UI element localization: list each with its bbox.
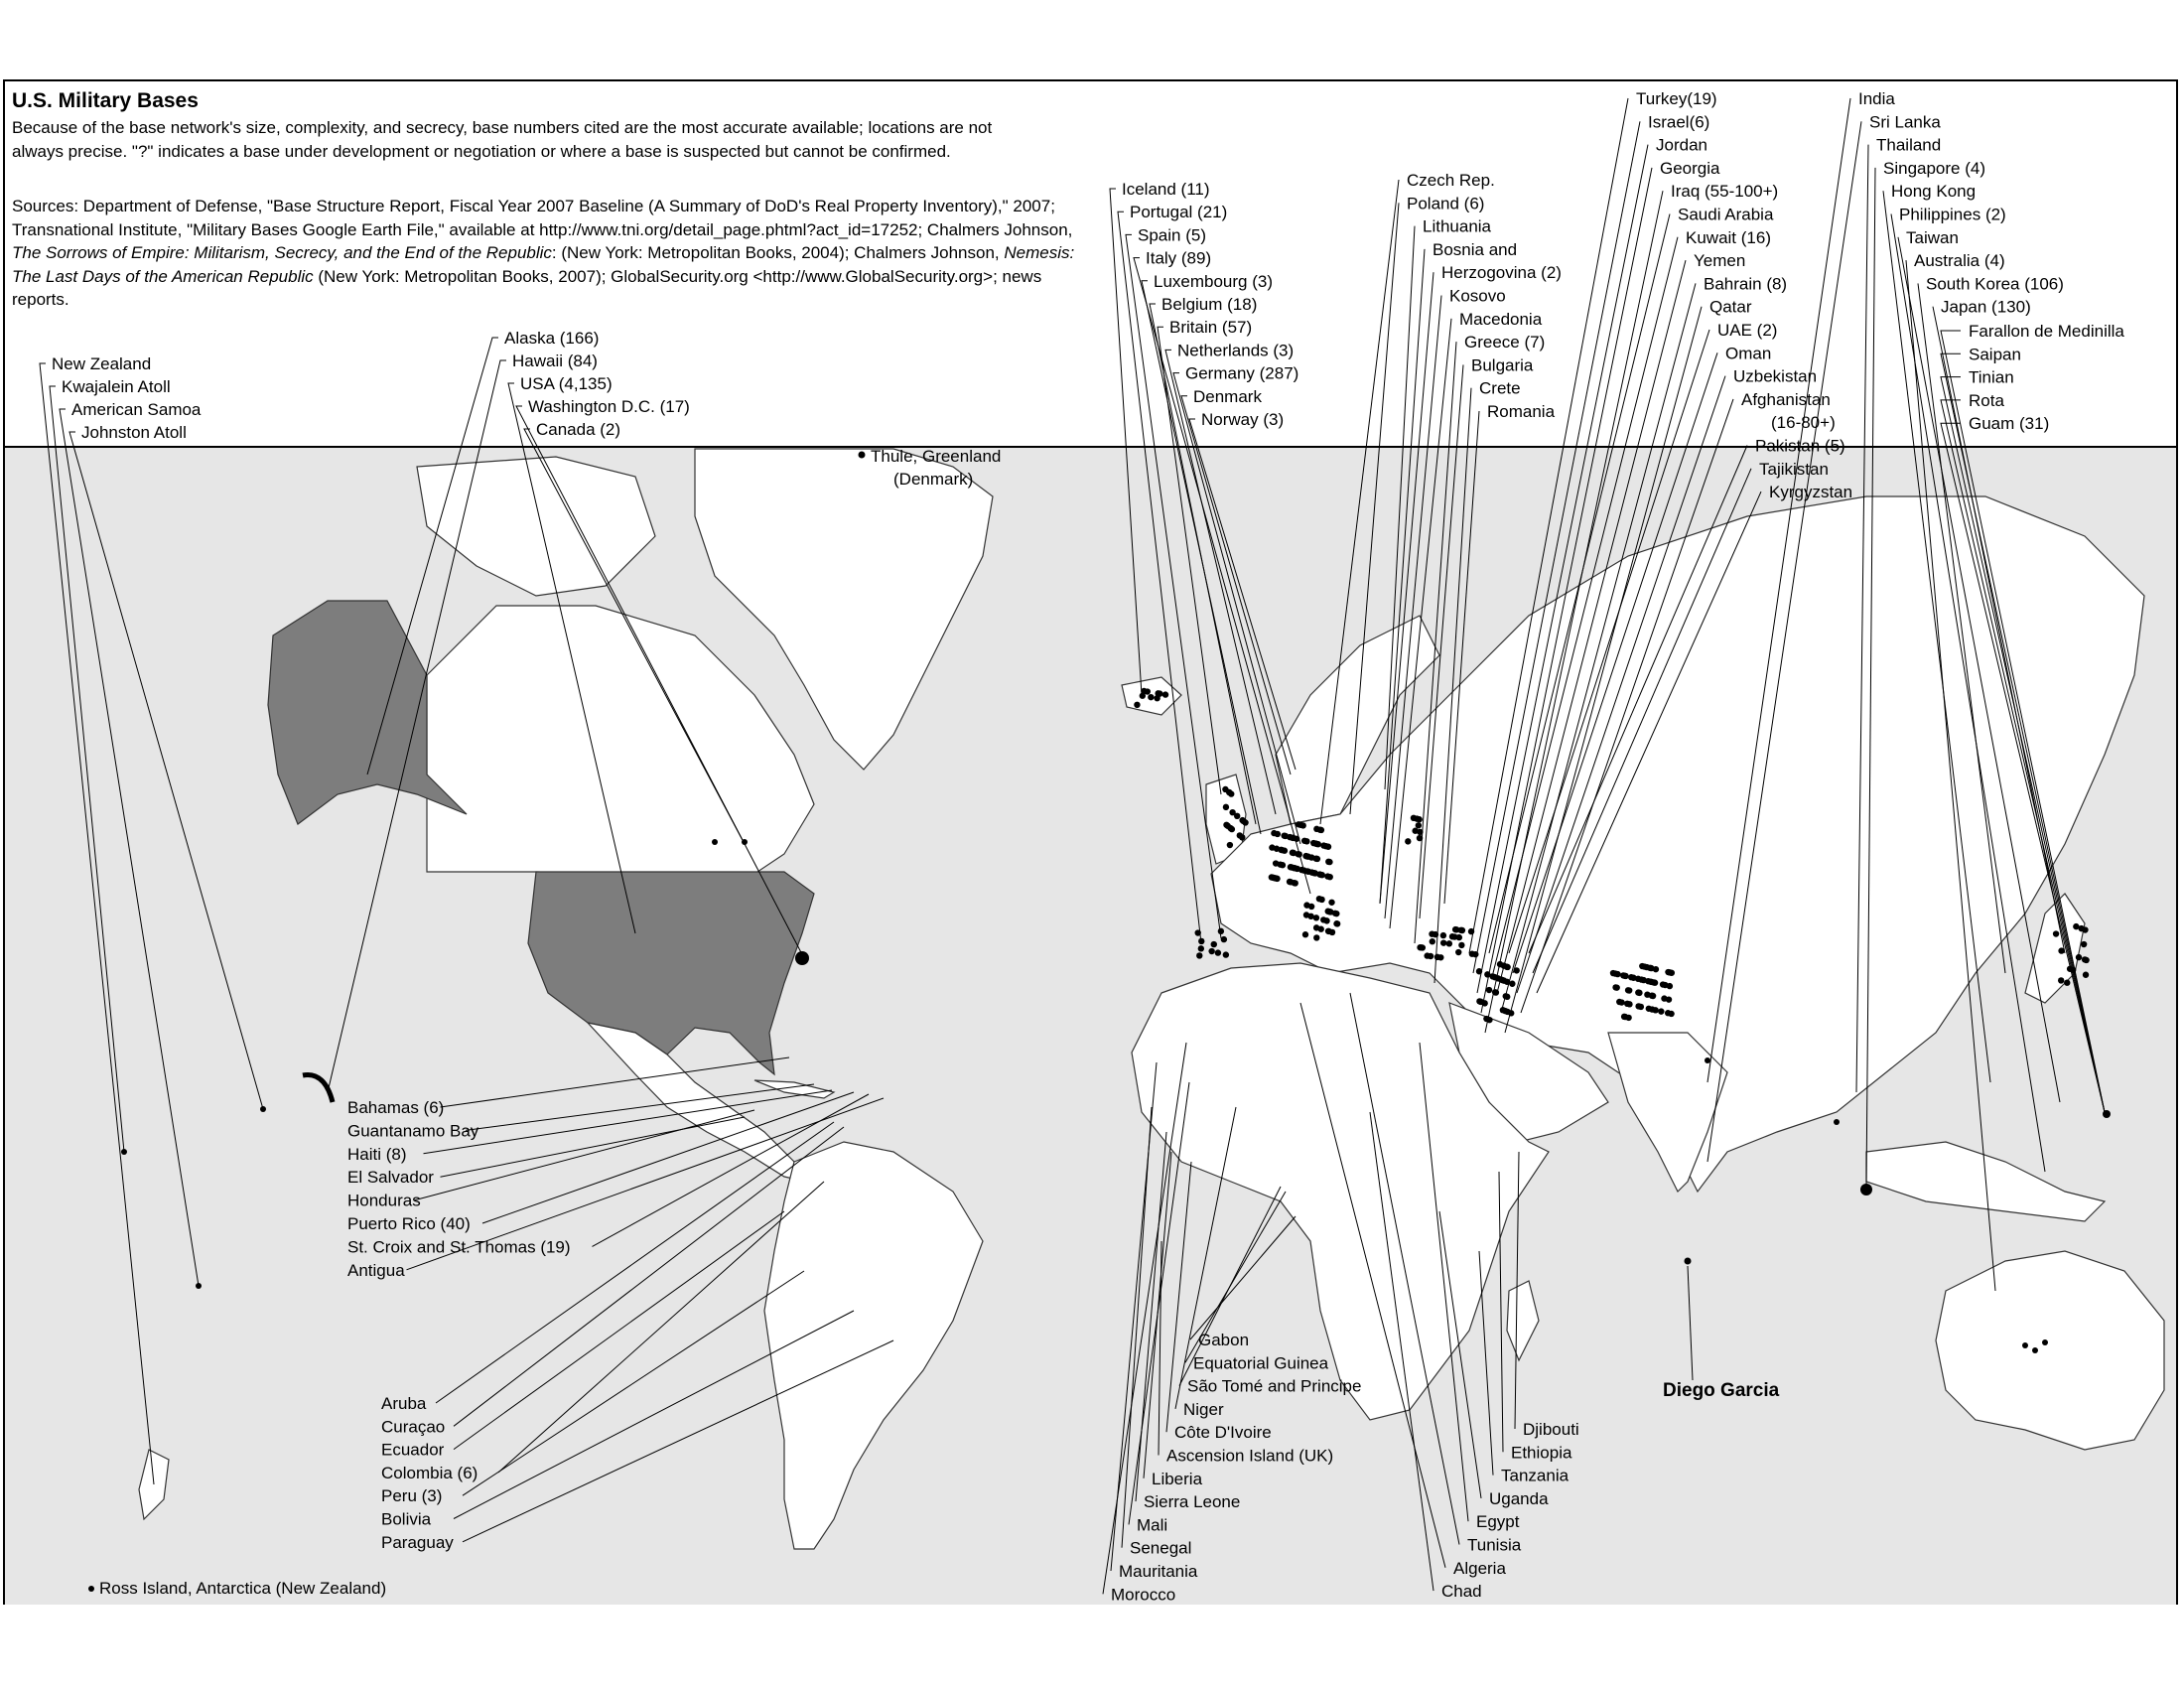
base-marker [1658,1008,1664,1014]
label-taiwan: Taiwan [1906,227,1959,247]
base-marker [1305,854,1311,860]
canada-landmass [427,606,814,874]
label-tunisia: Tunisia [1467,1535,1522,1555]
label-colombia-6: Colombia (6) [381,1463,478,1482]
base-marker [1476,968,1482,974]
label-tanzania: Tanzania [1501,1466,1570,1485]
label-gabon: Gabon [1198,1331,1250,1349]
base-marker [1452,926,1458,932]
base-marker [1504,994,1510,1000]
label-alaska-166: Alaska (166) [504,329,600,348]
label-american-samoa: American Samoa [71,400,202,419]
base-marker [1437,954,1443,960]
base-marker [1610,970,1616,976]
base-marker [1295,851,1300,857]
base-marker [1456,934,1462,940]
label-japan-130: Japan (130) [1941,297,2031,317]
sources-text-3: (New York: Metropolitan Books, 2007); GlobalSecurity.org <http://www.GlobalSecurity.org>; news reports. [12,266,1042,309]
base-marker [1221,936,1227,942]
label-romania: Romania [1487,402,1556,421]
label-hong-kong: Hong Kong [1891,182,1977,202]
label-guam-31: Guam (31) [1969,414,2050,434]
base-marker [1198,938,1204,944]
base-marker [1312,840,1318,846]
base-marker [260,1106,266,1112]
leader-line [1190,1216,1296,1339]
label-afghanistan: Afghanistan [1741,389,1831,409]
label-georgia: Georgia [1660,158,1720,178]
label-bolivia: Bolivia [381,1509,432,1529]
base-marker [1645,978,1651,984]
leader-line [1385,226,1415,789]
base-marker [1141,688,1147,694]
label-rota: Rota [1969,390,2004,410]
label-peru-3: Peru (3) [381,1486,443,1506]
base-marker [1492,974,1498,980]
base-marker [1318,926,1324,932]
base-marker [1316,896,1322,902]
base-marker [1318,827,1324,833]
base-marker [2103,1110,2111,1118]
label-thule-greenland: Thule, Greenland [871,447,1002,466]
base-marker [1223,804,1229,810]
base-marker [1333,920,1339,926]
leader-line [1189,419,1296,770]
label-australia-4: Australia (4) [1914,251,2005,271]
usa-landmass [528,872,814,1074]
base-marker [1229,809,1235,815]
base-marker [795,951,809,965]
label-kosovo: Kosovo [1449,286,1506,306]
base-marker [1211,941,1217,947]
label-lithuania: Lithuania [1423,216,1492,236]
label-cote-d-ivoire: Côte D'Ivoire [1174,1423,1272,1443]
base-marker [1242,819,1248,825]
central-america-landmass [588,1023,806,1182]
base-marker [1483,1016,1489,1022]
base-marker [1449,933,1455,939]
label-senegal: Senegal [1130,1538,1192,1558]
label-antigua: Antigua [347,1260,405,1280]
leader-line [40,363,154,1484]
base-marker [1295,866,1300,872]
base-marker [1649,1006,1655,1012]
base-marker [1430,938,1435,944]
label-denmark: (Denmark) [893,470,974,489]
base-marker [1660,981,1666,987]
label-turkey-19: Turkey(19) [1636,89,1717,108]
base-marker [1155,690,1160,696]
label-belgium-18: Belgium (18) [1161,295,1258,314]
base-marker [1288,864,1294,870]
base-marker [1332,911,1338,916]
label-ecuador: Ecuador [381,1440,445,1460]
label-germany-287: Germany (287) [1185,363,1299,383]
base-marker [1325,928,1331,934]
label-sri-lanka: Sri Lanka [1869,112,1941,132]
label-spain-5: Spain (5) [1138,225,1206,245]
base-marker [1288,879,1294,885]
base-marker [1440,932,1446,938]
base-marker [1626,1001,1632,1007]
label-tajikistan: Tajikistan [1759,459,1829,479]
label-16-80: (16-80+) [1771,413,1836,433]
label-bahrain-8: Bahrain (8) [1704,274,1788,294]
base-marker [1635,1003,1641,1009]
base-marker [2058,977,2064,983]
base-marker [1195,929,1201,935]
label-el-salvador: El Salvador [347,1168,434,1188]
base-marker [1208,948,1214,954]
base-marker [1613,984,1619,990]
base-marker [1622,973,1628,979]
base-marker [1455,949,1461,955]
label-algeria: Algeria [1453,1558,1506,1578]
label-sierra-leone: Sierra Leone [1144,1492,1241,1512]
base-marker [1860,1184,1872,1196]
base-marker [1484,971,1490,977]
base-marker [1621,1014,1627,1020]
label-curacao: Curaçao [381,1417,446,1437]
leader-line [1136,1132,1166,1501]
label-niger: Niger [1183,1399,1224,1419]
base-marker [1652,980,1658,986]
base-marker [1305,869,1311,875]
label-poland-6: Poland (6) [1407,194,1485,213]
label-st-croix-and-st-thomas-19: St. Croix and St. Thomas (19) [347,1237,571,1257]
label-guantanamo-bay: Guantanamo Bay [347,1121,479,1141]
base-marker [1303,902,1309,908]
base-marker [1458,942,1464,948]
label-sao-tome-and-principe: São Tomé and Principe [1187,1376,1362,1396]
label-denmark: Denmark [1193,386,1262,406]
label-uzbekistan: Uzbekistan [1733,366,1818,386]
base-marker [121,1149,127,1155]
label-puerto-rico-40: Puerto Rico (40) [347,1214,471,1233]
base-marker [2073,923,2079,929]
label-qatar: Qatar [1709,297,1752,317]
label-farallon-de-medinilla: Farallon de Medinilla [1969,322,2124,341]
base-marker [1635,989,1641,995]
label-ascension-island-uk: Ascension Island (UK) [1166,1446,1334,1466]
base-marker [1325,859,1331,865]
leader-line [69,432,263,1109]
base-marker [1271,830,1277,836]
base-marker [1653,966,1659,972]
base-marker [1416,822,1422,828]
base-marker [1625,987,1631,993]
base-marker [742,839,748,845]
base-marker [1278,847,1284,853]
label-aruba: Aruba [381,1394,427,1413]
base-marker [1685,1258,1692,1265]
base-marker [2082,956,2088,962]
base-marker [1412,828,1418,834]
base-marker [1638,976,1644,982]
base-marker [859,452,866,459]
label-paraguay: Paraguay [381,1532,454,1552]
label-iceland-11: Iceland (11) [1122,180,1210,199]
leader-line [441,1057,790,1107]
sources-text-2: : (New York: Metropolitan Books, 2004); Chalmers Johnson, [551,243,1005,262]
base-marker [1215,949,1221,955]
base-marker [2076,954,2082,960]
label-tinian: Tinian [1969,367,2014,387]
base-marker [1834,1119,1840,1125]
base-marker [1316,871,1322,877]
base-marker [1198,945,1204,951]
label-uae-2: UAE (2) [1717,321,1778,340]
base-marker [1290,850,1296,856]
label-bahamas-6: Bahamas (6) [347,1098,445,1117]
base-marker [1326,909,1332,914]
base-marker [1291,835,1297,841]
label-pakistan-5: Pakistan (5) [1755,436,1845,456]
label-iraq-55-100: Iraq (55-100+) [1671,182,1779,202]
base-marker [1514,967,1520,973]
label-washington-d-c-17: Washington D.C. (17) [528,397,690,416]
base-marker [1668,1011,1674,1017]
label-oman: Oman [1725,344,1772,363]
base-marker [1328,900,1334,906]
base-marker [1419,944,1425,950]
label-thailand: Thailand [1876,135,1942,155]
label-south-korea-106: South Korea (106) [1926,274,2064,294]
base-marker [1297,822,1303,828]
base-marker [712,839,718,845]
leader-line [60,409,199,1286]
base-marker [2058,947,2064,953]
map-title: U.S. Military Bases [12,89,199,112]
base-marker [1469,951,1475,957]
label-czech-rep: Czech Rep. [1407,171,1495,190]
label-india: India [1858,89,1895,108]
base-marker [1239,834,1245,840]
label-britain-57: Britain (57) [1169,318,1253,338]
base-marker [1227,842,1233,848]
leader-line [1173,373,1300,844]
base-marker [1661,995,1667,1001]
base-marker [1223,822,1229,828]
label-new-zealand: New Zealand [52,354,152,373]
label-bosnia-and: Bosnia and [1433,239,1518,259]
base-marker [1280,862,1286,868]
base-marker [1641,963,1647,969]
madagascar-landmass [1507,1281,1539,1360]
label-philippines-2: Philippines (2) [1899,205,2006,224]
label-diego-garcia: Diego Garcia [1663,1380,1780,1401]
label-portugal-21: Portugal (21) [1130,203,1228,222]
australia-landmass [1936,1251,2164,1450]
base-marker [1486,987,1492,993]
label-crete: Crete [1479,378,1521,398]
base-marker [1196,952,1202,958]
label-liberia: Liberia [1152,1469,1203,1488]
label-greece-7: Greece (7) [1464,333,1546,352]
base-marker [1667,983,1673,989]
label-herzogovina-2: Herzogovina (2) [1441,263,1562,283]
label-macedonia: Macedonia [1459,309,1543,329]
label-yemen: Yemen [1694,251,1746,271]
base-marker [1433,931,1438,937]
base-marker [88,1586,94,1592]
base-marker [1492,989,1498,995]
label-morocco: Morocco [1111,1585,1176,1605]
label-bulgaria: Bulgaria [1471,355,1534,375]
base-marker [1424,952,1430,958]
label-chad: Chad [1441,1582,1482,1602]
base-marker [1440,939,1446,945]
base-marker [2022,1342,2028,1348]
label-italy-89: Italy (89) [1146,248,1212,268]
base-marker [1134,702,1140,708]
leader-line [1688,1266,1693,1380]
label-ross-island-antarctica-new-zealand: Ross Island, Antarctica (New Zealand) [99,1579,387,1598]
label-saipan: Saipan [1969,345,2021,364]
base-marker [1498,976,1504,982]
base-marker [1162,691,1168,697]
base-marker [1314,856,1320,862]
label-ethiopia: Ethiopia [1511,1443,1572,1463]
base-marker [1446,940,1452,946]
base-marker [2070,967,2076,973]
base-marker [2064,980,2070,986]
base-marker [1705,1057,1710,1063]
base-marker [1273,875,1279,881]
base-marker [1411,815,1417,821]
label-usa-4-135: USA (4,135) [520,374,613,393]
base-marker [1313,934,1319,940]
base-marker [1303,838,1309,844]
base-marker [1324,873,1330,879]
base-marker [1223,951,1229,957]
base-marker [1650,993,1656,999]
label-kwajalein-atoll: Kwajalein Atoll [62,377,171,396]
leader-line [1122,1107,1152,1548]
label-honduras: Honduras [347,1191,421,1210]
label-mauritania: Mauritania [1119,1562,1198,1581]
base-marker [1313,914,1319,920]
base-marker [196,1283,202,1289]
sources-book-2: Nemesis: The Last Days of the American Republic [12,243,1075,286]
base-marker [1148,694,1154,700]
base-marker [2042,1339,2048,1345]
label-egypt: Egypt [1476,1512,1520,1532]
base-marker [1458,927,1464,933]
leader-line [466,1084,814,1130]
base-marker [2053,930,2059,936]
label-mali: Mali [1137,1515,1168,1535]
label-kuwait-16: Kuwait (16) [1686,227,1771,247]
base-marker [1218,928,1224,934]
leader-line [50,386,124,1152]
base-marker [1508,1010,1514,1016]
base-marker [1303,912,1309,917]
label-haiti-8: Haiti (8) [347,1144,407,1164]
leader-line [1110,189,1142,695]
leader-line [1479,1251,1493,1476]
base-marker [1504,963,1510,969]
label-singapore-4: Singapore (4) [1883,158,1986,178]
base-marker [1269,844,1275,850]
label-kyrgyzstan: Kyrgyzstan [1769,483,1853,502]
base-marker [1468,928,1474,934]
base-marker [2083,972,2089,978]
base-marker [1229,826,1235,832]
base-marker [2032,1347,2038,1353]
base-marker [1647,965,1653,971]
label-saudi-arabia: Saudi Arabia [1678,205,1774,224]
label-djibouti: Djibouti [1523,1420,1579,1439]
label-equatorial-guinea: Equatorial Guinea [1193,1353,1329,1373]
label-norway-3: Norway (3) [1201,410,1285,429]
base-marker [1666,969,1672,975]
caribbean-landmass [754,1080,834,1098]
base-marker [1320,842,1326,848]
base-marker [1273,860,1279,866]
base-marker [1417,835,1423,841]
label-canada-2: Canada (2) [536,420,621,439]
base-marker [1405,838,1411,844]
south-america-landmass [764,1142,983,1549]
label-hawaii-84: Hawaii (84) [512,352,598,370]
base-marker [1226,789,1232,795]
base-marker [1281,832,1287,838]
label-luxembourg-3: Luxembourg (3) [1154,271,1274,291]
label-israel-6: Israel(6) [1648,112,1710,132]
base-marker [1502,1008,1508,1014]
sources-text-1: Sources: Department of Defense, "Base Structure Report, Fiscal Year 2007 Baseline (A Summary of DoD's Real Property Inventory)," 2007; Transnational Institute, "Military Bases Google Earth File," available at http://www.tni.org/detail_page.phtml?act_id=17252; Chalmers Johnson, [12,197,1073,239]
base-marker [1302,931,1308,937]
base-marker [2081,941,2087,947]
sources-book-1: The Sorrows of Empire: Militarism, Secrecy, and the End of the Republic [12,243,552,262]
label-johnston-atoll: Johnston Atoll [81,423,187,442]
base-marker [1630,975,1636,981]
label-uganda: Uganda [1489,1488,1549,1508]
base-marker [1644,991,1650,997]
base-marker [1477,998,1483,1004]
label-jordan: Jordan [1656,135,1707,155]
label-netherlands-3: Netherlands (3) [1177,341,1295,360]
base-marker [1320,916,1326,922]
map-description: Because of the base network's size, complexity, and secrecy, base numbers cited are the most accurate available; locations are not always precise. "?" indicates a base under development or negotiation or where a base is suspected but cannot be confirmed. [12,118,993,161]
base-marker [1618,999,1624,1005]
